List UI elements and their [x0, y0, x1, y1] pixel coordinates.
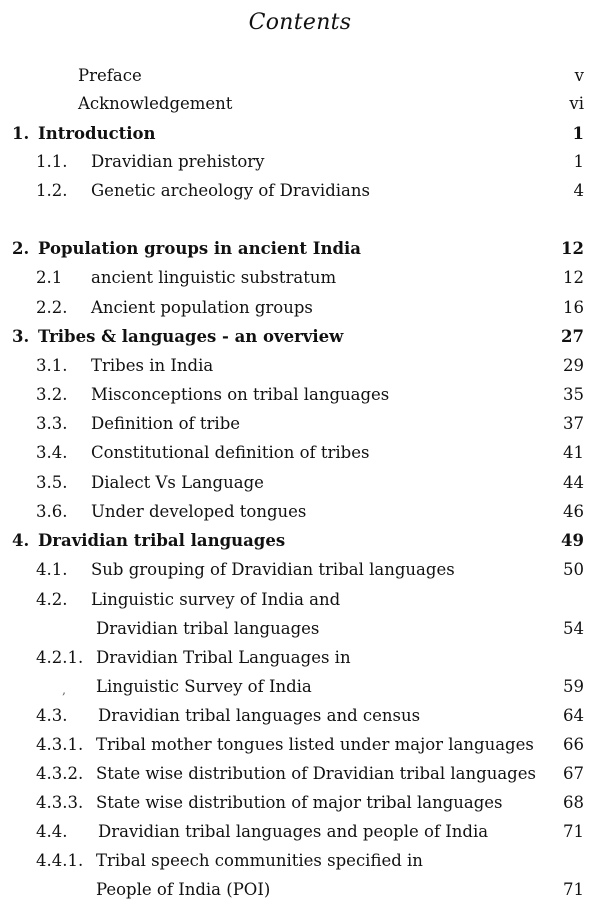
- toc-entry[interactable]: [0, 266, 600, 290]
- toc-entry-number: 4.3.: [36, 706, 68, 725]
- toc-entry[interactable]: [0, 588, 600, 612]
- toc-entry-title: Introduction: [38, 124, 156, 143]
- toc-entry[interactable]: [0, 179, 600, 203]
- toc-entry-page: 71: [563, 822, 584, 841]
- toc-entry-title: Tribes in India: [91, 356, 214, 375]
- toc-entry-number: 4.1.: [36, 560, 68, 579]
- toc-entry-number: 3.6.: [36, 502, 68, 521]
- toc-entry-title: Definition of tribe: [91, 414, 241, 433]
- toc-entry-page: 44: [563, 473, 584, 492]
- toc-entry-page: 1: [572, 124, 584, 143]
- toc-entry[interactable]: [0, 296, 600, 320]
- toc-entry-title: Preface: [78, 66, 142, 85]
- toc-entry-title: Dialect Vs Language: [91, 473, 264, 492]
- toc-entry[interactable]: [0, 471, 600, 495]
- toc-chapter-4[interactable]: [0, 529, 600, 553]
- toc-entry-title: Population groups in ancient India: [38, 239, 361, 258]
- toc-entry-page: v: [574, 66, 584, 85]
- toc-entry-number: 4.3.1.: [36, 735, 84, 754]
- toc-chapter-1[interactable]: [0, 122, 600, 146]
- toc-entry-page: 66: [563, 735, 584, 754]
- toc-entry-number: 4.2.1.: [36, 648, 84, 667]
- toc-entry-title: Acknowledgement: [78, 94, 233, 113]
- toc-entry-number: 4.3.3.: [36, 793, 84, 812]
- toc-entry-page: 1: [573, 152, 584, 171]
- toc-entry-page: 41: [563, 443, 584, 462]
- toc-entry-number: 1.: [12, 124, 30, 143]
- toc-entry-title: Dravidian tribal languages and census: [98, 706, 421, 725]
- toc-entry-title: Ancient population groups: [91, 298, 313, 317]
- toc-entry-page: 54: [563, 619, 584, 638]
- toc-entry-page: 50: [563, 560, 584, 579]
- toc-entry-title: Tribes & languages - an overview: [38, 327, 344, 346]
- toc-entry-number: 3.1.: [36, 356, 68, 375]
- toc-entry-page: vi: [569, 94, 584, 113]
- toc-chapter-2[interactable]: [0, 237, 600, 261]
- toc-entry-page: 16: [563, 298, 584, 317]
- toc-entry-title: Misconceptions on tribal languages: [91, 385, 390, 404]
- page-title: Contents: [248, 10, 352, 35]
- toc-entry-page: 27: [561, 327, 584, 346]
- toc-entry-title: Tribal speech communities specified in: [96, 851, 423, 870]
- toc-entry[interactable]: [0, 791, 600, 815]
- toc-entry-title: State wise distribution of major tribal languages: [96, 793, 503, 812]
- toc-entry[interactable]: [0, 150, 600, 174]
- toc-entry-number: 1.2.: [36, 181, 68, 200]
- toc-entry-page: 37: [563, 414, 584, 433]
- toc-entry-page: 12: [563, 268, 584, 287]
- toc-entry-number: 3.3.: [36, 414, 68, 433]
- toc-entry-title: Linguistic Survey of India: [96, 677, 312, 696]
- toc-entry[interactable]: [0, 646, 600, 670]
- toc-entry-number: 3.2.: [36, 385, 68, 404]
- toc-entry-number: 3.: [12, 327, 30, 346]
- toc-entry-page: 67: [563, 764, 584, 783]
- toc-entry-page: 35: [563, 385, 584, 404]
- toc-entry-title: Linguistic survey of India and: [91, 590, 341, 609]
- toc-entry-page: 59: [563, 677, 584, 696]
- toc-entry-page: 71: [563, 880, 584, 899]
- toc-entry[interactable]: [0, 500, 600, 524]
- toc-entry-preface[interactable]: [0, 64, 600, 88]
- toc-entry-title: ancient linguistic substratum: [91, 268, 337, 287]
- toc-entry-number: 4.4.1.: [36, 851, 84, 870]
- toc-entry-title: People of India (POI): [96, 880, 271, 899]
- toc-chapter-3[interactable]: [0, 325, 600, 349]
- toc-entry-acknowledgement[interactable]: [0, 92, 600, 116]
- toc-entry-page: 49: [561, 531, 584, 550]
- toc-entry-page: 46: [563, 502, 584, 521]
- toc-entry-title: State wise distribution of Dravidian tribal languages: [96, 764, 536, 783]
- toc-entry-page: 4: [573, 181, 584, 200]
- toc-entry-page: 64: [563, 706, 584, 725]
- toc-entry[interactable]: [0, 849, 600, 873]
- toc-entry[interactable]: [0, 441, 600, 465]
- toc-entry-continuation[interactable]: [0, 878, 600, 902]
- toc-entry[interactable]: [0, 820, 600, 844]
- toc-entry-title: Under developed tongues: [91, 502, 307, 521]
- toc-entry-page: 29: [563, 356, 584, 375]
- toc-entry-number: 2.1: [36, 268, 63, 287]
- toc-entry-title: Genetic archeology of Dravidians: [91, 181, 370, 200]
- toc-entry[interactable]: [0, 704, 600, 728]
- toc-entry-title: Dravidian tribal languages and people of India: [98, 822, 489, 841]
- toc-entry-title: Constitutional definition of tribes: [91, 443, 370, 462]
- toc-entry-number: 1.1.: [36, 152, 68, 171]
- toc-entry-page: 68: [563, 793, 584, 812]
- toc-entry-number: 2.2.: [36, 298, 68, 317]
- toc-entry[interactable]: [0, 762, 600, 786]
- toc-entry-title: Dravidian prehistory: [91, 152, 265, 171]
- toc-entry-continuation[interactable]: [0, 617, 600, 641]
- toc-entry-number: 4.3.2.: [36, 764, 84, 783]
- toc-entry-number: 3.5.: [36, 473, 68, 492]
- toc-entry-continuation[interactable]: [0, 675, 600, 699]
- toc-entry-title: Dravidian tribal languages: [38, 531, 286, 550]
- toc-entry-number: 4.: [12, 531, 30, 550]
- toc-entry-title: Tribal mother tongues listed under major languages: [96, 735, 534, 754]
- toc-entry[interactable]: [0, 558, 600, 582]
- toc-entry[interactable]: [0, 354, 600, 378]
- toc-entry-number: 4.4.: [36, 822, 68, 841]
- toc-entry[interactable]: [0, 383, 600, 407]
- toc-entry[interactable]: [0, 733, 600, 757]
- toc-entry[interactable]: [0, 412, 600, 436]
- toc-entry-number: 4.2.: [36, 590, 68, 609]
- toc-entry-title: Dravidian tribal languages: [96, 619, 320, 638]
- toc-entry-number: 3.4.: [36, 443, 68, 462]
- toc-entry-title: Dravidian Tribal Languages in: [96, 648, 351, 667]
- toc-entry-page: 12: [561, 239, 584, 258]
- toc-entry-number: 2.: [12, 239, 30, 258]
- stray-mark: ‚: [62, 683, 66, 697]
- toc-entry-title: Sub grouping of Dravidian tribal languages: [91, 560, 455, 579]
